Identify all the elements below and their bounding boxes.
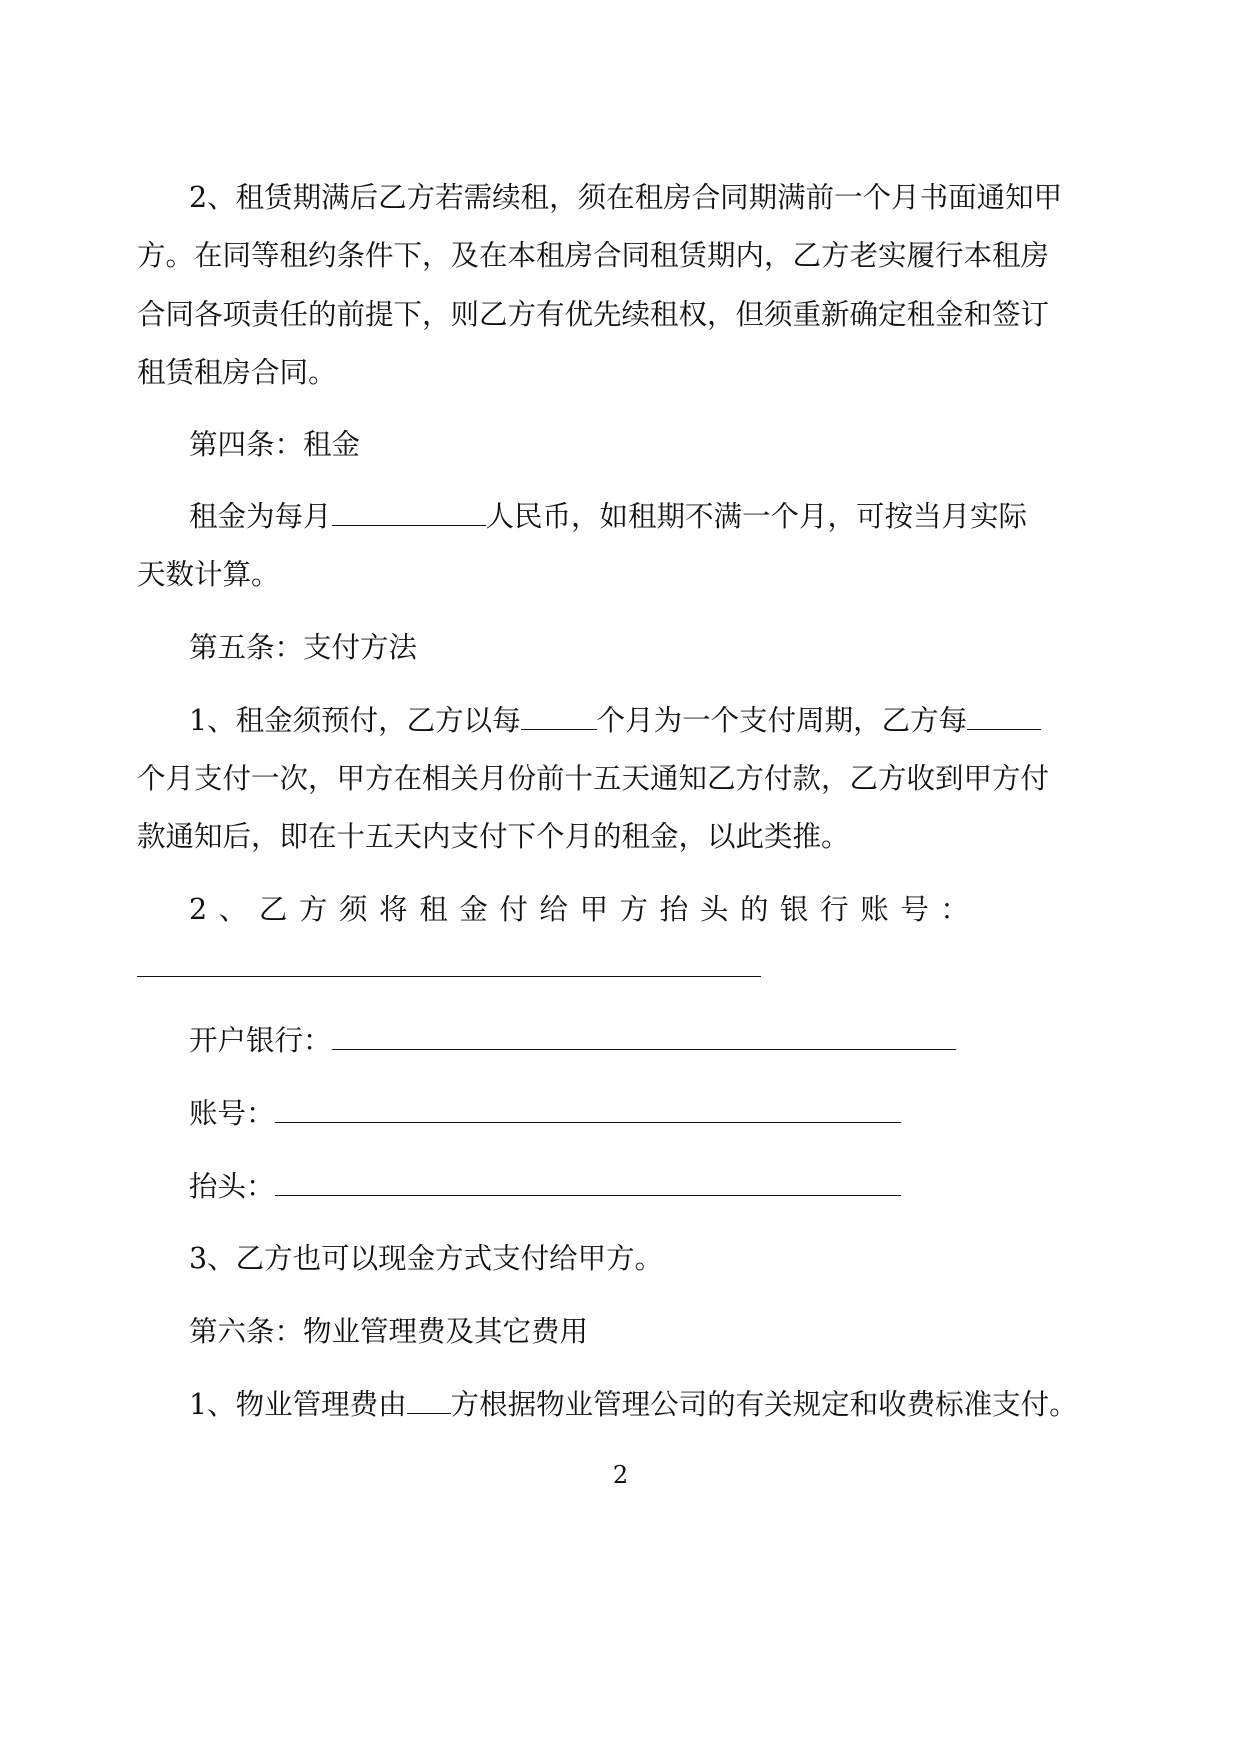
rent-line2: 天数计算。 — [137, 558, 280, 591]
page-number: 2 — [612, 1461, 629, 1489]
payment-item1-part1: 1、租金须预付，乙方以每 — [189, 704, 521, 737]
bank-blank — [332, 1025, 956, 1050]
rent-prefix: 租金为每月 — [189, 500, 332, 533]
fee-item1-prefix: 1、物业管理费由 — [189, 1388, 407, 1421]
clause4-heading: 第四条：租金 — [189, 428, 361, 461]
account-line — [189, 1096, 901, 1132]
clause5-heading: 第五条：支付方法 — [189, 631, 418, 664]
payment-item2-char: 的 — [739, 893, 769, 926]
payment-item2-char: 须 — [339, 893, 368, 926]
payment-item2-char: 头 — [699, 893, 729, 926]
payment-item2-line1 — [189, 892, 969, 928]
bank-line — [189, 1023, 956, 1059]
payment-item2-char: 付 — [499, 893, 528, 926]
payment-item2-char: 抬 — [659, 893, 689, 926]
clause6-heading: 第六条：物业管理费及其它费用 — [189, 1315, 589, 1348]
payment-item2-char: 将 — [379, 893, 408, 926]
payment-item2-char: 租 — [419, 893, 448, 926]
account-blank — [275, 1098, 901, 1123]
fee-item1-line — [189, 1387, 1078, 1423]
payment-item2-char: 金 — [459, 893, 488, 926]
payment-item1-part2: 个月为一个支付周期，乙方每 — [596, 704, 968, 737]
payment-item1-line3: 款通知后，即在十五天内支付下个月的租金，以此类推。 — [137, 820, 850, 853]
payment-item2-char: 方 — [298, 893, 328, 926]
rent-line1 — [189, 499, 1027, 535]
clause3-item2-line3: 合同各项责任的前提下，则乙方有优先续租权，但须重新确定租金和签订 — [137, 298, 1050, 331]
rent-suffix: 人民币，如租期不满一个月，可按当月实际 — [485, 500, 1028, 533]
payment-item2-char: 号 — [900, 893, 929, 926]
fee-item1-suffix: 方根据物业管理公司的有关规定和收费标准支付。 — [450, 1388, 1078, 1421]
payment-item2-char: 给 — [539, 893, 568, 926]
payment-item2-char: 甲 — [579, 893, 609, 926]
payment-item1-line1 — [189, 703, 1041, 739]
payment-item2-char: 银 — [780, 893, 809, 926]
payment-cycle-blank — [521, 705, 597, 730]
payment-item2-char: 行 — [820, 893, 849, 926]
payment-item2-char: 方 — [619, 893, 649, 926]
payment-item2-char: 2 — [189, 893, 208, 926]
payment-item2-char: 乙 — [258, 893, 288, 926]
fee-party-blank — [407, 1389, 451, 1414]
payment-item1-line2: 个月支付一次，甲方在相关月份前十五天通知乙方付款，乙方收到甲方付 — [137, 762, 1050, 795]
bank-label: 开户银行： — [189, 1024, 332, 1057]
payment-frequency-blank — [967, 705, 1041, 730]
clause3-item2-line4: 租赁租房合同。 — [137, 356, 337, 389]
payment-item2-line2 — [137, 950, 761, 986]
account-label: 账号： — [189, 1097, 275, 1130]
rent-amount-blank — [332, 501, 486, 526]
payment-item3: 3、乙方也可以现金方式支付给甲方。 — [189, 1242, 664, 1275]
payee-label: 抬头： — [189, 1170, 275, 1203]
payment-item2-char: 、 — [218, 893, 248, 926]
clause3-item2-line2: 方。在同等租约条件下，及在本租房合同租赁期内，乙方老实履行本租房 — [137, 239, 1050, 272]
payment-item2-char: 账 — [860, 893, 889, 926]
payment-item2-char: ： — [940, 893, 969, 926]
payee-blank — [275, 1171, 901, 1196]
payee-line — [189, 1169, 901, 1205]
clause3-item2-line1: 2、租赁期满后乙方若需续租，须在租房合同期满前一个月书面通知甲 — [189, 181, 1063, 214]
bank-account-blank — [137, 952, 761, 977]
